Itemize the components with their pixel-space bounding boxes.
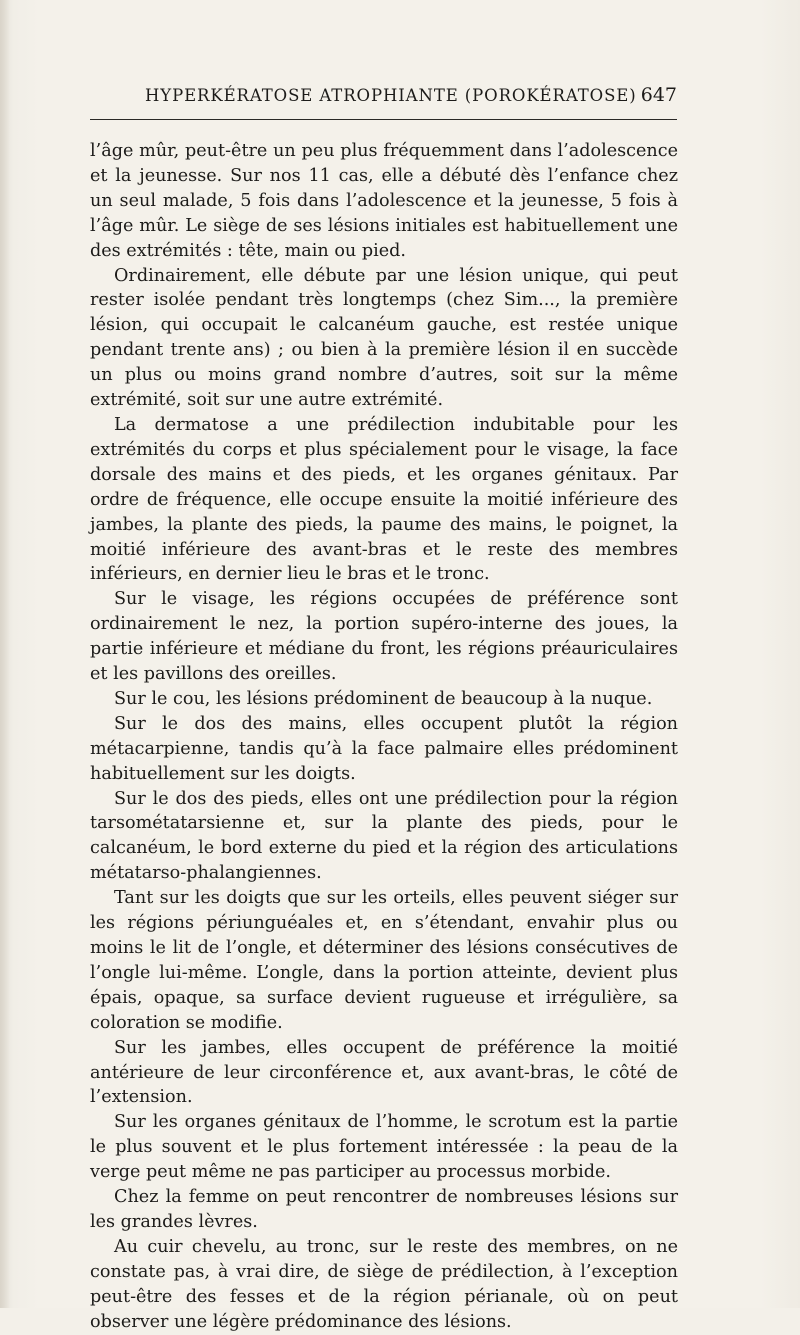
- paragraph-predilection: La dermatose a une prédilection indubitable pour les extrémités du corps et plus spécialement pour le visage, la face dorsale des mains et des pieds, et les organes génitaux. Par ordre de fréquence, elle occupe ensuite la moitié inférieure des jambes, la plante des pieds, la paume des mains, le poignet, la moitié inférieure des avant-bras et le reste des membres inférieurs, en dernier lieu le bras et le tronc.: [90, 414, 678, 585]
- binding-gutter-shadow: [0, 0, 10, 1308]
- paragraph-genitals-female: Chez la femme on peut rencontrer de nombreuses lésions sur les grandes lèvres.: [90, 1187, 678, 1232]
- paragraph-continuation: l’âge mûr, peut-être un peu plus fréquemment dans l’adolescence et la jeunesse. Sur nos 11 cas, elle a débuté dès l’enfance chez un seul malade, 5 fois dans l’adolescence et la jeunesse, 5 fois à l’âge mûr. Le siège de ses lésions initiales est habituellement une des extrémités : tête, main ou pied.: [90, 141, 678, 261]
- body-text: [90, 139, 678, 1335]
- paragraph-face: Sur le visage, les régions occupées de préférence sont ordinairement le nez, la portion supéro-interne des joues, la partie inférieure et médiane du front, les régions préauriculaires et les pavillons des oreilles.: [90, 589, 678, 685]
- paragraph-genitals-male: Sur les organes génitaux de l’homme, le scrotum est la partie le plus souvent et le plus fortement intéressée : la peau de la verge peut même ne pas participer au processus morbide.: [90, 1112, 678, 1183]
- paragraph-onset: Ordinairement, elle débute par une lésion unique, qui peut rester isolée pendant très longtemps (chez Sim..., la première lésion, qui occupait le calcanéum gauche, est restée unique pendant trente ans) ; ou bien à la première lésion il en succède un plus ou moins grand nombre d’autres, soit sur la même extrémité, soit sur une autre extrémité.: [90, 265, 678, 411]
- paragraph-neck: Sur le cou, les lésions prédominent de beaucoup à la nuque.: [114, 688, 653, 709]
- page-number: 647: [640, 84, 677, 106]
- paragraph-hands: Sur le dos des mains, elles occupent plutôt la région métacarpienne, tandis qu’à la face palmaire elles prédominent habituellement sur les doigts.: [90, 713, 678, 784]
- paragraph-legs: Sur les jambes, elles occupent de préférence la moitié antérieure de leur circonférence et, aux avant-bras, le côté de l’extension.: [90, 1037, 678, 1108]
- paragraph-nails: Tant sur les doigts que sur les orteils, elles peuvent siéger sur les régions périunguéales et, en s’étendant, envahir plus ou moins le lit de l’ongle, et déterminer des lésions consécutives de l’ongle lui-même. L’ongle, dans la portion atteinte, devient plus épais, opaque, sa surface devient rugueuse et irrégulière, sa coloration se modifie.: [90, 888, 678, 1033]
- paragraph-scalp-trunk: Au cuir chevelu, au tronc, sur le reste des membres, on ne constate pas, à vrai dire, de siège de prédilection, à l’exception peut-être des fesses et de la région périanale, où on peut observer une légère prédominance des lésions.: [90, 1236, 678, 1332]
- paragraph-feet: Sur le dos des pieds, elles ont une prédilection pour la région tarsométatarsienne et, sur la plante des pieds, pour le calcanéum, le bord externe du pied et la région des articulations métatarso-phalangiennes.: [90, 788, 678, 884]
- running-title: HYPERKÉRATOSE ATROPHIANTE (POROKÉRATOSE): [145, 86, 637, 105]
- header-rule: [90, 119, 677, 120]
- running-head: [92, 84, 677, 112]
